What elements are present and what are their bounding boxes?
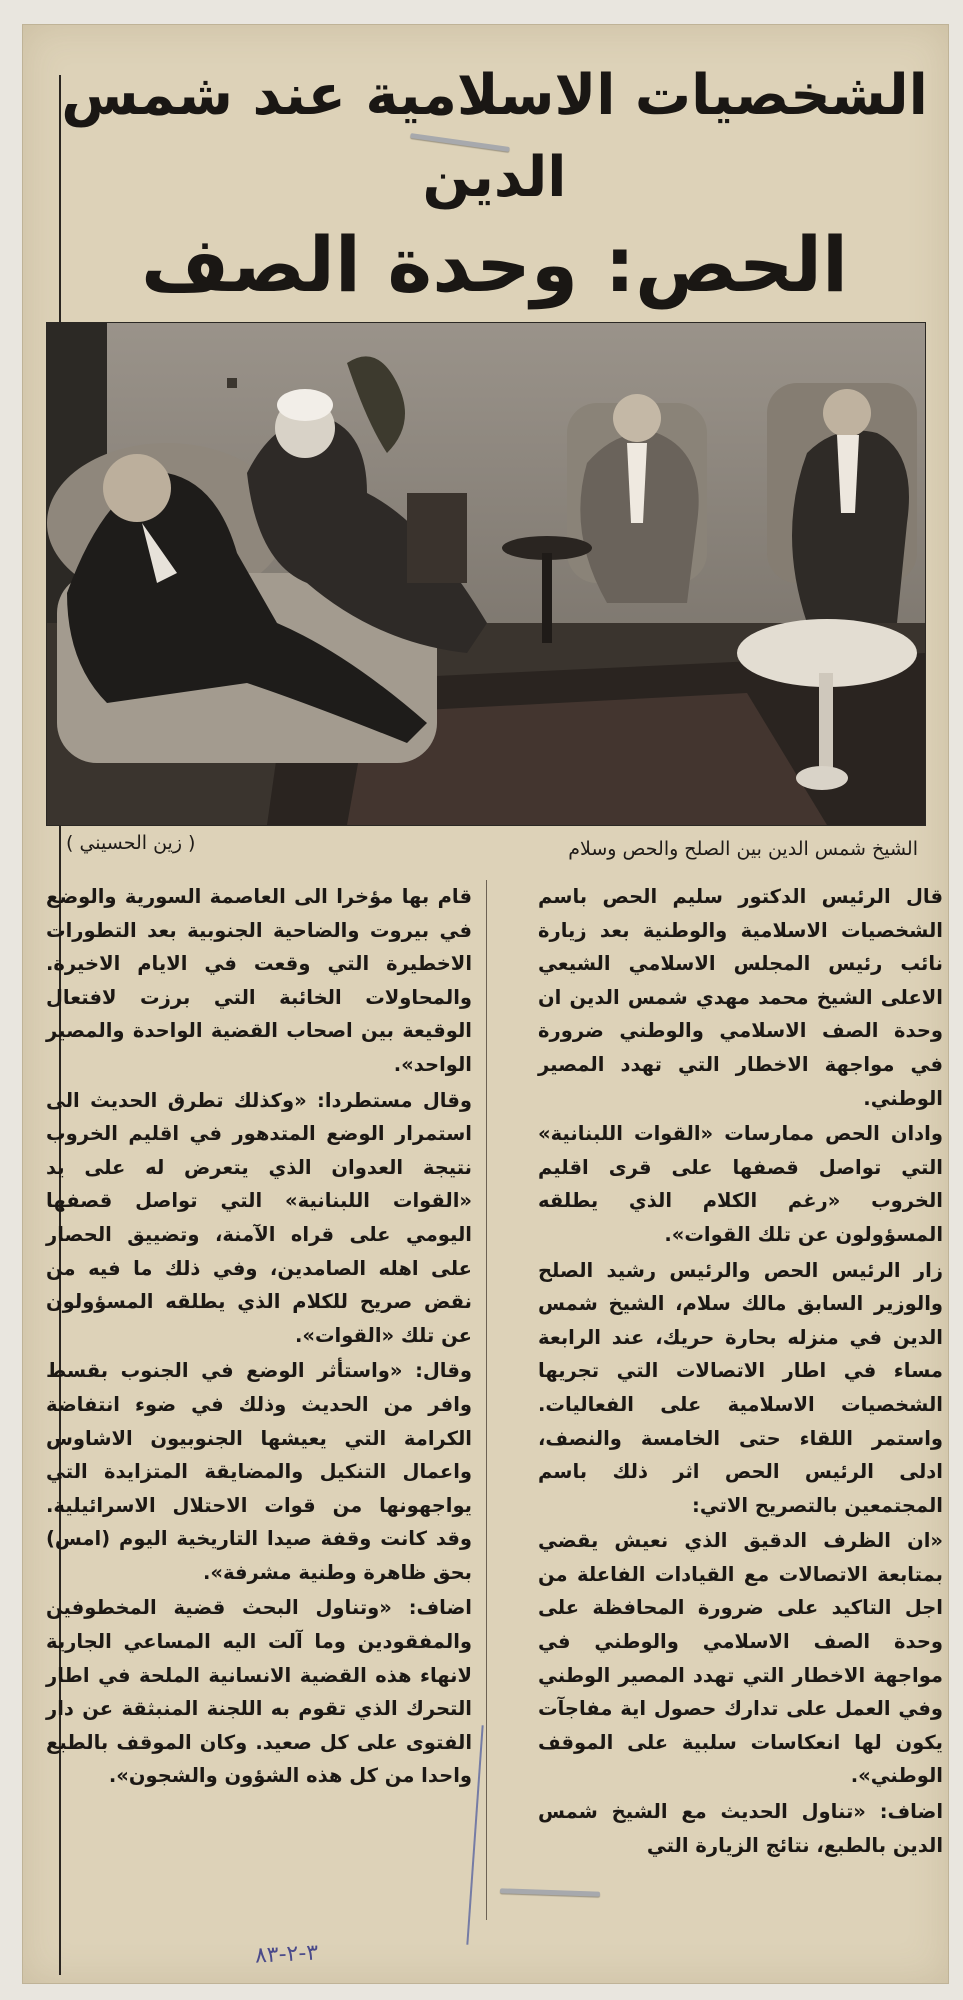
article-paragraph: وادان الحص ممارسات «القوات اللبنانية» التي تواصل قصفها على قرى اقليم الخروب «رغم الكلام الذي يطلقه المسؤولون عن تلك القوات». xyxy=(538,1122,943,1246)
article-paragraph: قال الرئيس الدكتور سليم الحص باسم الشخصيات الاسلامية والوطنية بعد زيارة نائب رئيس المجلس الاسلامي الشيعي الاعلى الشيخ محمد مهدي شمس الدين ان وحدة الصف الاسلامي والوطني ضرورة في مواجهة الاخطار التي تهدد المصير الوطني. xyxy=(538,885,943,1110)
headline-line-2: الحص: وحدة الصف xyxy=(140,220,849,309)
article-paragraph: زار الرئيس الحص والرئيس رشيد الصلح والوزير السابق مالك سلام، الشيخ شمس الدين في منزله بحارة حريك، عند الرابعة مساء في اطار الاتصالات التي تجريها الشخصيات الاسلامية على الفعاليات. واستمر اللقاء حتى الخامسة والنصف، ادلى الرئيس الحص اثر ذلك باسم المجتمعين بالتصريح الاتي: xyxy=(538,1258,943,1517)
article-column-left xyxy=(46,880,472,1793)
article-paragraph: قام بها مؤخرا الى العاصمة السورية والوضع في بيروت والضاحية الجنوبية بعد التطورات الاخطيرة التي وقعت في الايام الاخيرة. والمحاولات الخائبة التي برزت لافتعال الوقيعة بين اصحاب القضية الواحدة والمصير الواحد». xyxy=(46,885,472,1076)
article-paragraph: وقال مستطردا: «وكذلك تطرق الحديث الى استمرار الوضع المتدهور في اقليم الخروب نتيجة العدوان الذي يتعرض له على يد «القوات اللبنانية» التي تواصل قصفها اليومي على قراه الآمنة، وتضييق الحصار على اهله الصامدين، وفي ذلك ما فيه من نقض صريح للكلام الذي يطلقه المسؤولون عن تلك «القوات». xyxy=(46,1088,472,1347)
article-paragraph: اضاف: «وتناول البحث قضية المخطوفين والمفقودين وما آلت اليه المساعي الجارية لانهاء هذه القضية الانسانية الملحة في اطار التحرك الذي تقوم به اللجنة المنبثقة عن دار الفتوى على كل صعيد. وكان الموقف بالطبع واحدا من كل هذه الشؤون والشجون». xyxy=(46,1596,472,1788)
article-column-right xyxy=(538,880,943,1862)
photo-caption: الشيخ شمس الدين بين الصلح والحص وسلام xyxy=(568,838,918,860)
photo-caption-row xyxy=(46,832,924,872)
column-divider xyxy=(486,880,487,1920)
article-paragraph: «ان الظرف الدقيق الذي نعيش يقضي بمتابعة الاتصالات مع القيادات الفاعلة من اجل التاكيد على ضرورة المحافظة على وحدة الصف الاسلامي والوطني في مواجهة الاخطار التي تهدد المصير الوطني وفي العمل على تدارك حصول اية مفاجآت يكون لها انعكاسات سلبية على الموقف الوطني». xyxy=(538,1529,943,1788)
photo-credit: ( زين الحسيني ) xyxy=(66,832,196,854)
headline-line-1: الشخصيات الاسلامية عند شمس الدين xyxy=(61,63,928,210)
article-paragraph: اضاف: «تناول الحديث مع الشيخ شمس الدين بالطبع، نتائج الزيارة التي xyxy=(538,1800,943,1857)
news-photo xyxy=(46,322,926,826)
handwritten-date: ٣-٢-٨٣ xyxy=(254,1940,319,1969)
photo-illustration xyxy=(47,323,925,825)
article-paragraph: وقال: «واستأثر الوضع في الجنوب بقسط وافر من الحديث وذلك في ضوء انتفاضة الكرامة التي يعيشها الجنوبيون الاشاوس واعمال التنكيل والمضايقة المتزايدة التي يواجهونها من قوات الاحتلال الاسرائيلية. وقد كانت وقفة صيدا التاريخية اليوم (امس) بحق ظاهرة وطنية مشرفة». xyxy=(46,1359,472,1584)
